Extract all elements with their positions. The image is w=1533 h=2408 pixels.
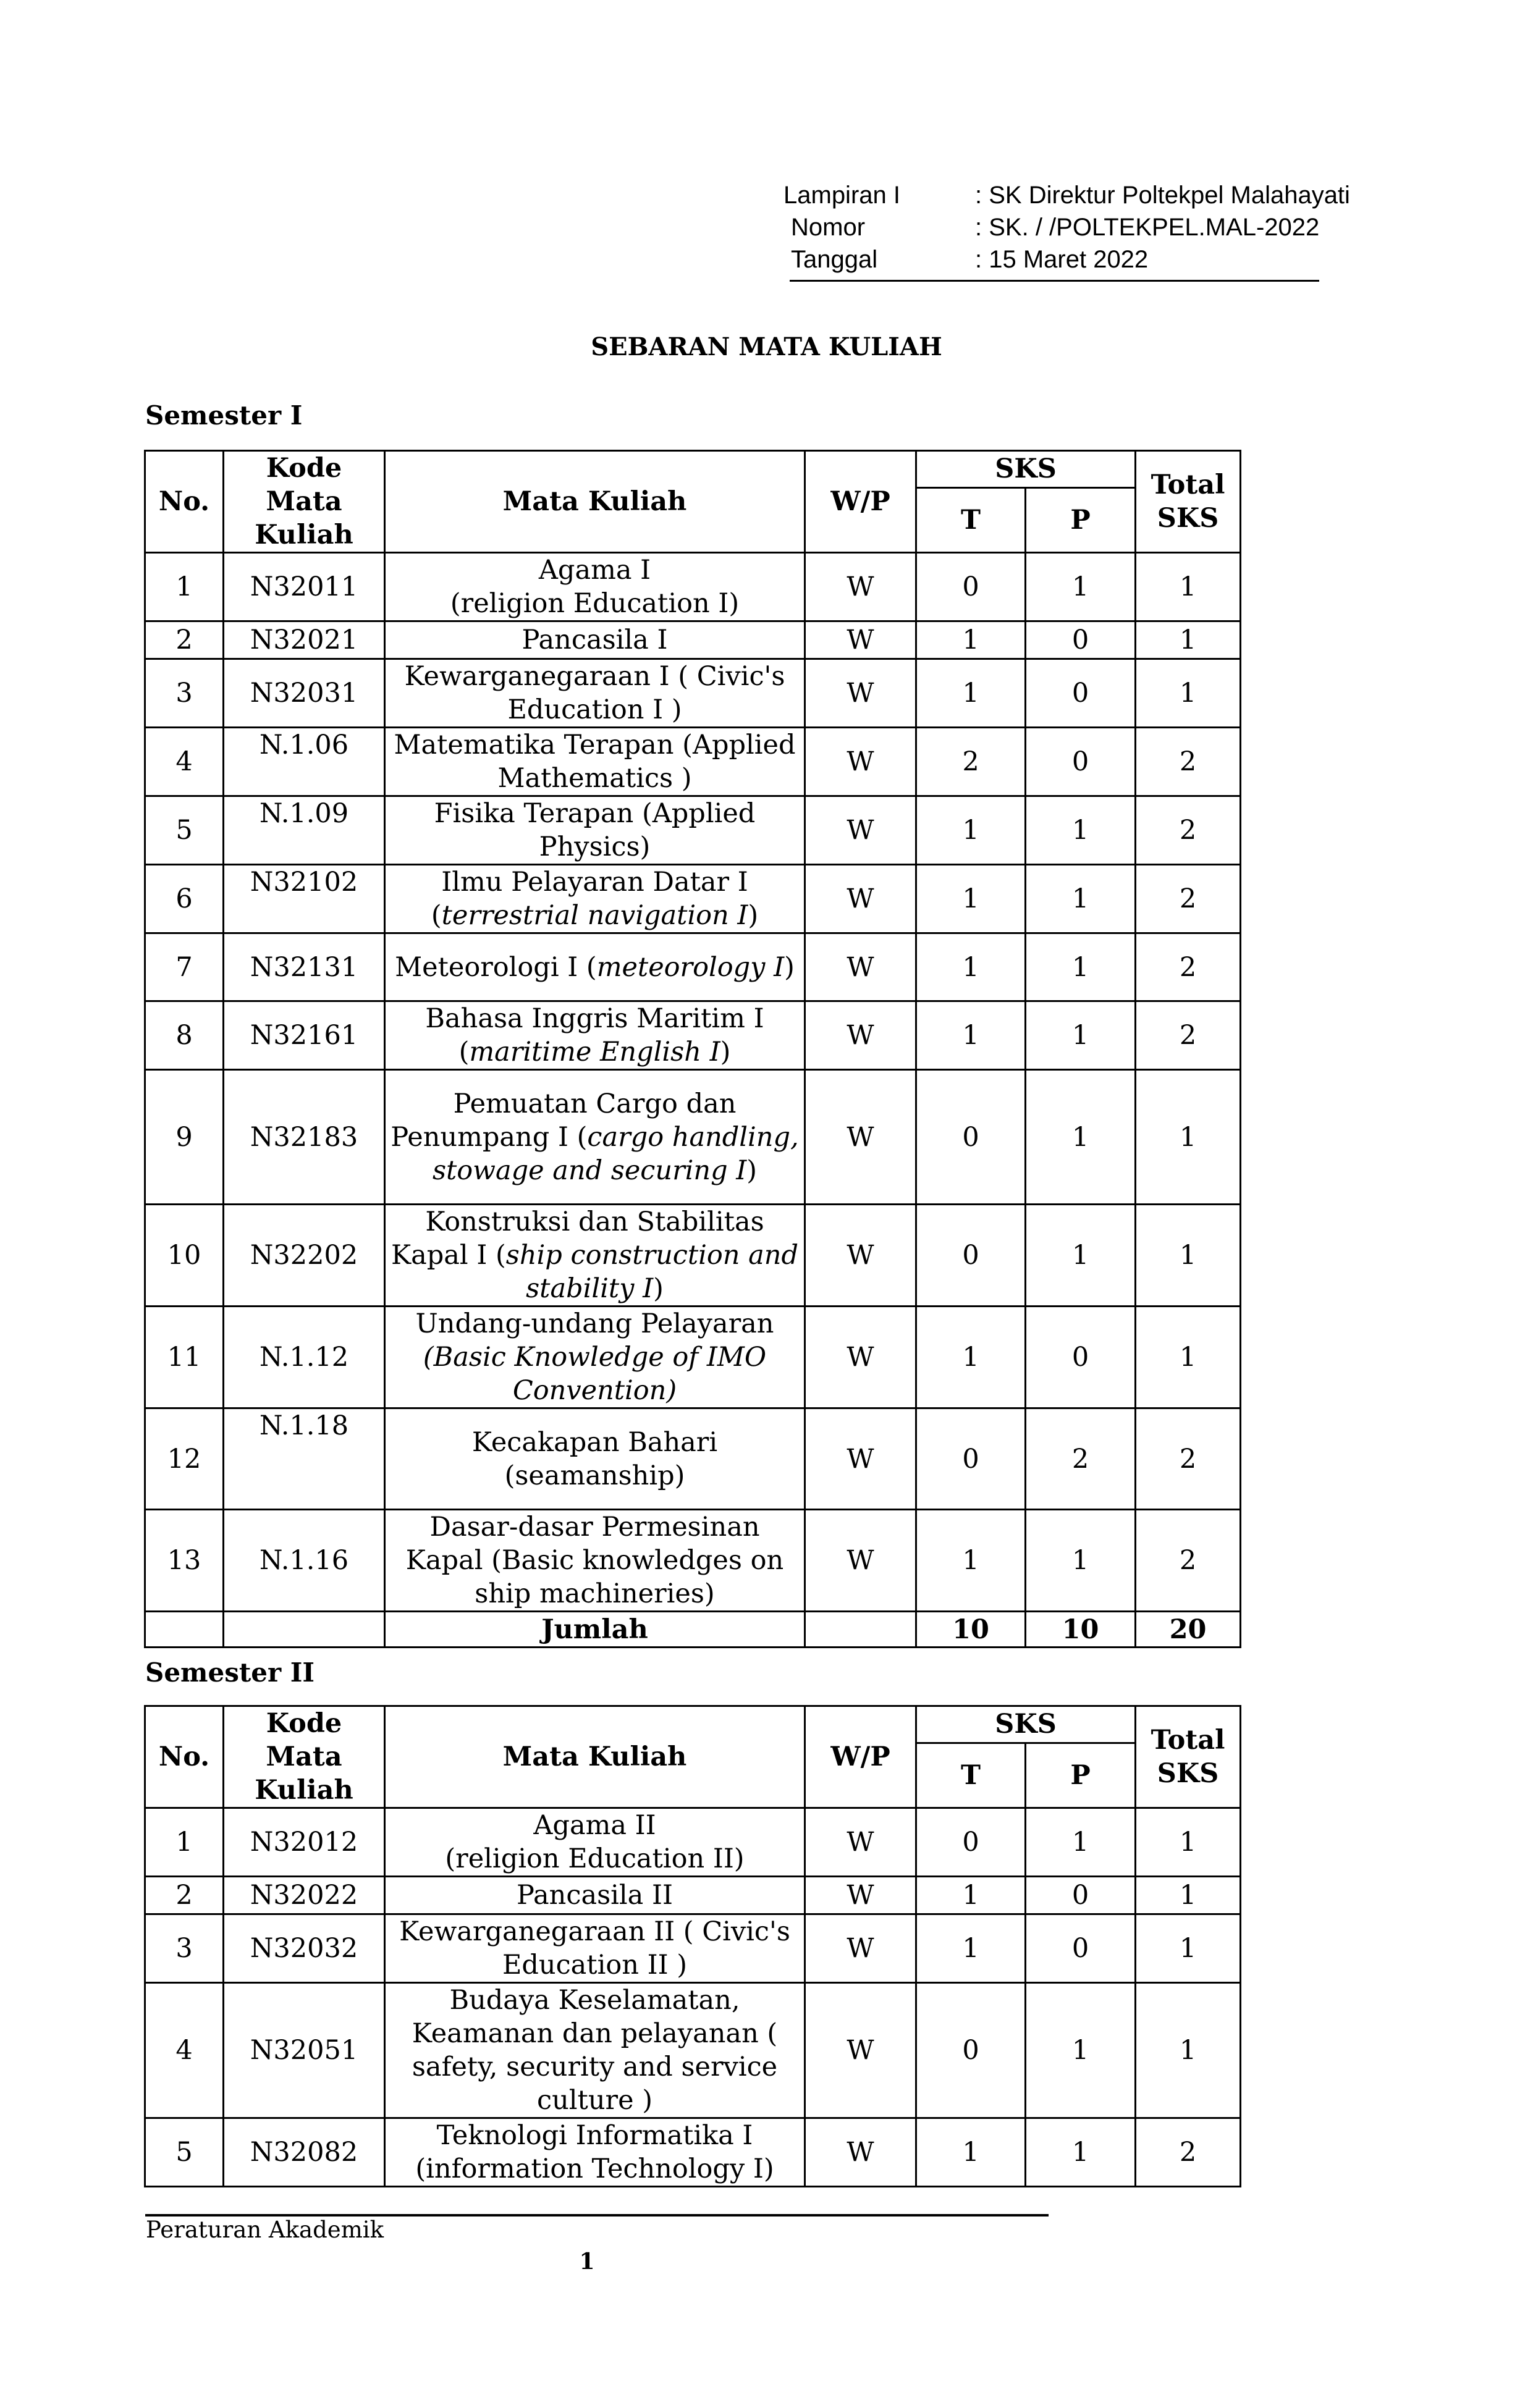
- col-header-wp: W/P: [805, 451, 916, 553]
- row-wp: W: [805, 659, 916, 728]
- total-blank: [145, 1612, 224, 1648]
- row-sks-t: 1: [916, 796, 1026, 865]
- row-no: 4: [145, 728, 224, 796]
- row-no: 2: [145, 1877, 224, 1914]
- attachment-header: [783, 179, 1350, 276]
- row-kode: N32011: [224, 553, 385, 621]
- col-header-kode: Kode Mata Kuliah: [224, 1706, 385, 1808]
- mata-kuliah-name: Undang-undang Pelayaran: [415, 1308, 774, 1339]
- row-no: 6: [145, 865, 224, 933]
- row-kode: N32131: [224, 933, 385, 1001]
- row-kode: N32031: [224, 659, 385, 728]
- row-wp: W: [805, 1510, 916, 1612]
- row-mata-kuliah: Kecakapan Bahari (seamanship): [385, 1408, 805, 1510]
- row-no: 11: [145, 1307, 224, 1408]
- row-no: 3: [145, 1914, 224, 1983]
- row-sks-t: 1: [916, 1307, 1026, 1408]
- table-row: [145, 933, 1241, 1001]
- document-title: SEBARAN MATA KULIAH: [591, 332, 942, 361]
- row-sks-t: 0: [916, 1808, 1026, 1877]
- row-kode: N32012: [224, 1808, 385, 1877]
- row-wp: W: [805, 865, 916, 933]
- row-mata-kuliah: Dasar-dasar Permesinan Kapal (Basic knowledges on ship machineries): [385, 1510, 805, 1612]
- row-wp: W: [805, 1070, 916, 1205]
- row-sks-p: 1: [1026, 1808, 1136, 1877]
- table-row: [145, 865, 1241, 933]
- row-mata-kuliah: Ilmu Pelayaran Datar I (terrestrial navigation I): [385, 865, 805, 933]
- table-row: [145, 1983, 1241, 2118]
- row-sks-p: 1: [1026, 796, 1136, 865]
- row-wp: W: [805, 1914, 916, 1983]
- row-mata-kuliah: Pancasila I: [385, 621, 805, 659]
- row-no: 13: [145, 1510, 224, 1612]
- row-wp: W: [805, 933, 916, 1001]
- row-mata-kuliah: Pemuatan Cargo dan Penumpang I (cargo handling, stowage and securing I): [385, 1070, 805, 1205]
- row-wp: W: [805, 1408, 916, 1510]
- row-sks-p: 1: [1026, 1983, 1136, 2118]
- row-mata-kuliah: Agama I (religion Education I): [385, 553, 805, 621]
- header-value: : 15 Maret 2022: [975, 246, 1149, 273]
- row-total-sks: 1: [1136, 1205, 1241, 1307]
- row-total-sks: 2: [1136, 728, 1241, 796]
- mata-kuliah-english: ship construction and stability I: [505, 1240, 798, 1304]
- row-kode: N32021: [224, 621, 385, 659]
- row-sks-t: 1: [916, 933, 1026, 1001]
- row-kode: N32102: [224, 865, 385, 933]
- total-row: [145, 1612, 1241, 1648]
- row-wp: W: [805, 553, 916, 621]
- row-sks-t: 0: [916, 1983, 1026, 2118]
- col-header-no: No.: [145, 451, 224, 553]
- col-header-p: P: [1026, 1743, 1136, 1808]
- row-kode: N32183: [224, 1070, 385, 1205]
- row-wp: W: [805, 621, 916, 659]
- row-kode: N32202: [224, 1205, 385, 1307]
- mata-kuliah-english: meteorology I: [596, 951, 785, 983]
- header-row-lampiran: [783, 179, 1350, 211]
- total-blank: [224, 1612, 385, 1648]
- row-sks-p: 1: [1026, 865, 1136, 933]
- semester-1-title: Semester I: [145, 400, 303, 431]
- row-no: 9: [145, 1070, 224, 1205]
- table-row: [145, 621, 1241, 659]
- row-sks-t: 1: [916, 621, 1026, 659]
- row-kode: N32082: [224, 2118, 385, 2187]
- row-total-sks: 1: [1136, 1914, 1241, 1983]
- row-total-sks: 1: [1136, 621, 1241, 659]
- row-sks-t: 0: [916, 1205, 1026, 1307]
- header-row-tanggal: [783, 243, 1350, 276]
- row-sks-p: 0: [1026, 621, 1136, 659]
- row-sks-p: 2: [1026, 1408, 1136, 1510]
- semester-2-title: Semester II: [145, 1657, 315, 1688]
- row-wp: W: [805, 796, 916, 865]
- row-wp: W: [805, 1808, 916, 1877]
- row-sks-p: 1: [1026, 2118, 1136, 2187]
- row-wp: W: [805, 1307, 916, 1408]
- row-total-sks: 1: [1136, 1307, 1241, 1408]
- row-total-sks: 2: [1136, 1001, 1241, 1070]
- footer-text: Peraturan Akademik: [146, 2216, 384, 2243]
- row-total-sks: 2: [1136, 865, 1241, 933]
- row-sks-t: 0: [916, 1408, 1026, 1510]
- table-row: [145, 1510, 1241, 1612]
- row-mata-kuliah: Teknologi Informatika I (information Technology I): [385, 2118, 805, 2187]
- row-wp: W: [805, 2118, 916, 2187]
- row-kode: N32032: [224, 1914, 385, 1983]
- row-wp: W: [805, 1983, 916, 2118]
- table-row: [145, 1808, 1241, 1877]
- table-row: [145, 1408, 1241, 1510]
- row-mata-kuliah: Fisika Terapan (Applied Physics): [385, 796, 805, 865]
- total-sks: 20: [1136, 1612, 1241, 1648]
- row-total-sks: 1: [1136, 1808, 1241, 1877]
- row-total-sks: 2: [1136, 1408, 1241, 1510]
- mata-kuliah-name: Meteorologi I: [395, 951, 578, 983]
- mata-kuliah-name: Bahasa Inggris Maritim I: [425, 1003, 764, 1034]
- row-no: 3: [145, 659, 224, 728]
- row-total-sks: 2: [1136, 933, 1241, 1001]
- col-header-total: Total SKS: [1136, 1706, 1241, 1808]
- row-wp: W: [805, 728, 916, 796]
- row-total-sks: 1: [1136, 659, 1241, 728]
- row-sks-p: 0: [1026, 659, 1136, 728]
- row-total-sks: 2: [1136, 796, 1241, 865]
- row-total-sks: 2: [1136, 2118, 1241, 2187]
- row-mata-kuliah: [385, 1307, 805, 1408]
- table-row: [145, 553, 1241, 621]
- table-row: [145, 1914, 1241, 1983]
- row-total-sks: 1: [1136, 553, 1241, 621]
- col-header-mata-kuliah: Mata Kuliah: [385, 451, 805, 553]
- total-blank: [805, 1612, 916, 1648]
- table-row: [145, 728, 1241, 796]
- row-mata-kuliah: Agama II (religion Education II): [385, 1808, 805, 1877]
- row-mata-kuliah: Kewarganegaraan II ( Civic's Education II ): [385, 1914, 805, 1983]
- col-header-mata-kuliah: Mata Kuliah: [385, 1706, 805, 1808]
- row-no: 2: [145, 621, 224, 659]
- row-no: 1: [145, 1808, 224, 1877]
- row-sks-p: 0: [1026, 1914, 1136, 1983]
- row-mata-kuliah: Kewarganegaraan I ( Civic's Education I ): [385, 659, 805, 728]
- header-label: Lampiran I: [783, 182, 900, 209]
- mata-kuliah-english: terrestrial navigation I: [441, 900, 748, 931]
- row-wp: W: [805, 1205, 916, 1307]
- header-value: : SK Direktur Poltekpel Malahayati: [975, 182, 1350, 209]
- header-label: Tanggal: [791, 246, 878, 273]
- row-kode: N.1.06: [224, 728, 385, 796]
- row-wp: W: [805, 1877, 916, 1914]
- col-header-t: T: [916, 1743, 1026, 1808]
- row-mata-kuliah: Matematika Terapan (Applied Mathematics ): [385, 728, 805, 796]
- row-no: 4: [145, 1983, 224, 2118]
- row-sks-t: 1: [916, 2118, 1026, 2187]
- col-header-sks: SKS: [916, 451, 1136, 488]
- row-wp: W: [805, 1001, 916, 1070]
- table-row: [145, 1070, 1241, 1205]
- row-sks-p: 1: [1026, 1070, 1136, 1205]
- mata-kuliah-name: Ilmu Pelayaran Datar I: [441, 867, 748, 898]
- mata-kuliah-name: Pemuatan Cargo dan Penumpang I: [391, 1088, 737, 1153]
- row-no: 1: [145, 553, 224, 621]
- row-mata-kuliah: Bahasa Inggris Maritim I (maritime English I): [385, 1001, 805, 1070]
- total-t: 10: [916, 1612, 1026, 1648]
- row-no: 8: [145, 1001, 224, 1070]
- row-kode: N.1.16: [224, 1510, 385, 1612]
- row-sks-t: 1: [916, 1510, 1026, 1612]
- row-sks-p: 1: [1026, 933, 1136, 1001]
- col-header-no: No.: [145, 1706, 224, 1808]
- row-kode: N.1.18: [224, 1408, 385, 1510]
- header-value: : SK. / /POLTEKPEL.MAL-2022: [975, 214, 1320, 241]
- row-sks-t: 0: [916, 1070, 1026, 1205]
- row-total-sks: 1: [1136, 1983, 1241, 2118]
- row-no: 10: [145, 1205, 224, 1307]
- row-mata-kuliah: Konstruksi dan Stabilitas Kapal I (ship construction and stability I): [385, 1205, 805, 1307]
- col-header-total: Total SKS: [1136, 451, 1241, 553]
- row-sks-p: 0: [1026, 728, 1136, 796]
- row-sks-p: 1: [1026, 1001, 1136, 1070]
- row-sks-t: 1: [916, 1001, 1026, 1070]
- row-total-sks: 1: [1136, 1877, 1241, 1914]
- table-row: [145, 1205, 1241, 1307]
- row-sks-p: 1: [1026, 1510, 1136, 1612]
- row-sks-t: 2: [916, 728, 1026, 796]
- table-row: [145, 796, 1241, 865]
- row-sks-p: 0: [1026, 1877, 1136, 1914]
- row-kode: N.1.12: [224, 1307, 385, 1408]
- row-total-sks: 2: [1136, 1510, 1241, 1612]
- col-header-wp: W/P: [805, 1706, 916, 1808]
- table-row: [145, 2118, 1241, 2187]
- row-kode: N32161: [224, 1001, 385, 1070]
- row-sks-t: 1: [916, 865, 1026, 933]
- col-header-t: T: [916, 487, 1026, 552]
- row-no: 5: [145, 2118, 224, 2187]
- mata-kuliah-name: Konstruksi dan Stabilitas Kapal I: [391, 1206, 764, 1271]
- page-number: 1: [579, 2249, 595, 2275]
- col-header-p: P: [1026, 487, 1136, 552]
- row-sks-t: 1: [916, 1877, 1026, 1914]
- semester-2-table: [144, 1705, 1241, 2187]
- row-no: 5: [145, 796, 224, 865]
- row-no: 7: [145, 933, 224, 1001]
- header-label: Nomor: [791, 214, 866, 241]
- row-sks-p: 1: [1026, 553, 1136, 621]
- row-kode: N32022: [224, 1877, 385, 1914]
- table-row: [145, 1001, 1241, 1070]
- header-row-nomor: [783, 211, 1350, 243]
- total-p: 10: [1026, 1612, 1136, 1648]
- table-row: [145, 1877, 1241, 1914]
- row-kode: N32051: [224, 1983, 385, 2118]
- row-sks-t: 1: [916, 659, 1026, 728]
- mata-kuliah-english: (Basic Knowledge of IMO Convention): [423, 1342, 767, 1406]
- row-kode: N.1.09: [224, 796, 385, 865]
- total-label: Jumlah: [385, 1612, 805, 1648]
- row-mata-kuliah: Meteorologi I (meteorology I): [385, 933, 805, 1001]
- row-no: 12: [145, 1408, 224, 1510]
- row-sks-p: 1: [1026, 1205, 1136, 1307]
- table-row: [145, 659, 1241, 728]
- mata-kuliah-english: cargo handling, stowage and securing I: [432, 1121, 799, 1186]
- row-mata-kuliah: Budaya Keselamatan, Keamanan dan pelayanan ( safety, security and service culture ): [385, 1983, 805, 2118]
- col-header-kode: Kode Mata Kuliah: [224, 451, 385, 553]
- semester-1-table: [144, 450, 1241, 1648]
- table-row: [145, 1307, 1241, 1408]
- row-mata-kuliah: Pancasila II: [385, 1877, 805, 1914]
- row-sks-p: 0: [1026, 1307, 1136, 1408]
- col-header-sks: SKS: [916, 1706, 1136, 1743]
- row-sks-t: 0: [916, 553, 1026, 621]
- mata-kuliah-english: maritime English I: [469, 1037, 720, 1067]
- row-total-sks: 1: [1136, 1070, 1241, 1205]
- row-sks-t: 1: [916, 1914, 1026, 1983]
- header-divider: [790, 280, 1319, 282]
